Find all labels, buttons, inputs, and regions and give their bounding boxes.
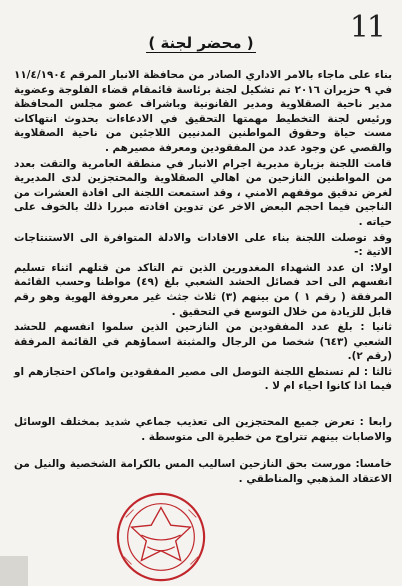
scan-corner [0,556,28,586]
page-number: 11 [349,10,384,45]
spacer [14,395,392,415]
finding-second: ثانيا : بلغ عدد المفقودين من النازحين الذين سلموا انفسهم للحشد الشعبي (٦٤٣) شخصا من الرجال والمثبتة اسماؤهم في القائمة المرفقة (رقم ٢). [14,321,392,363]
title-text: ( محضر لجنة ) [148,34,254,52]
finding-fifth: خامسا: مورست بحق النازحين اساليب المس بالكرامة الشخصية والنيل من الاعتقاد المذهبي والمناطقي . [14,458,392,485]
document-body [14,68,392,487]
finding-fourth: رابعا : تعرض جميع المحتجزين الى تعذيب جماعي شديد بمختلف الوسائل والاصابات بينهم تتراوح من خطيرة الى متوسطة . [14,416,392,443]
finding-third: ثالثا : لم تستطع اللجنة التوصل الى مصير المفقودين واماكن احتجازهم او فيما اذا كانوا احياء ام لا . [14,365,392,393]
spacer [14,445,392,457]
visit-paragraph: قامت اللجنة بزيارة مديرية اجرام الانبار في منطقة العامرية والتقت بعدد من المواطنين النازحين من اهالي الصقلاوية والمحتجزين لدى المديرية لغرض تدقيق موقفهم الامني ، وقد استمعت اللجنة الى افادة العشرات من الناجين فيما احجم البعض الاخر عن تدوين افادته مبررا ذلك بالخوف على حياته . [14,157,392,228]
document-title [0,34,402,52]
conclusions-intro: وقد توصلت اللجنة بناء على الافادات والادلة المتوافرة الى الاستنتاجات الاتية :- [14,231,392,259]
intro-paragraph: بناء على ماجاء بالامر الاداري الصادر من محافظة الانبار المرقم ١١/٤/١٩٠٤ في ٩ حزيران ٢٠١٦ تم تشكيل لجنة برئاسة قائمقام قضاء الفلوجة وعضوية مدير ناحية الصقلاوية ومدير القانونية وباشراف عضو مجلس المحافظة ورئيس لجنة التخطيط مهمتها التحقيق في الادعاءات بحدوث انتهاكات مست حياة وحقوق المواطنين المدنيين اللاجئين من ناحية الصقلاوية والقصي عن وجود عدد من المفقودين ومعرفة مصيرهم . [14,69,393,154]
finding-first: اولا: ان عدد الشهداء المغدورين الذين تم التاكد من قتلهم اثناء تسليم انفسهم الى احد فصائل الحشد الشعبي بلغ (٤٩) مواطنا وحسب القائمة المرفقة ( رقم ١ ) من بينهم (٣) ثلاث جثث غير معروفة الهوية وهو رقم قابل للزيادة من خلال التوسع في التحقيق . [14,261,393,318]
official-seal [112,488,210,586]
